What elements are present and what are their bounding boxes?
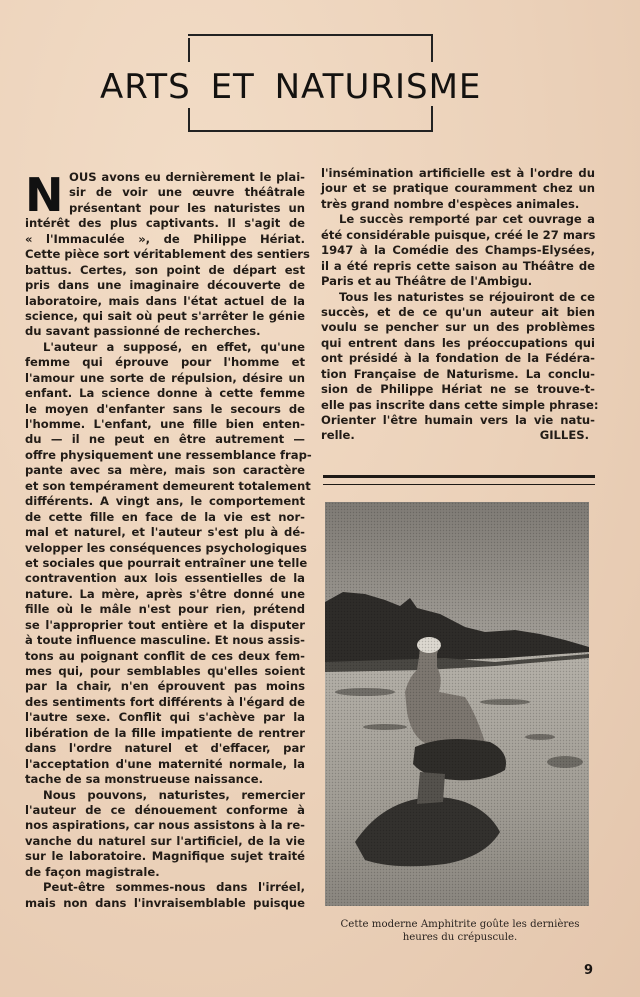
- left-line: le moyen d'enfanter sans le secours de: [25, 401, 305, 416]
- left-line: l'autre sexe. Conflit qui s'achève par la: [25, 710, 305, 725]
- left-line: Cette pièce sort véritablement des sentiers: [25, 247, 310, 262]
- article-column-left: [25, 170, 312, 911]
- frame-rule-left-top: [188, 38, 190, 62]
- right-line: sion de Philippe Hériat ne se trouve-t-: [321, 382, 595, 397]
- left-line: mais non dans l'invraisemblable puisque: [25, 895, 305, 910]
- left-line: intérêt des plus captivants. Il s'agit de: [25, 216, 305, 231]
- page-title: ARTS ET NATURISME: [100, 67, 482, 107]
- left-line: nature. La mère, après s'être donné une: [25, 586, 305, 601]
- left-line: « l'Immaculée », de Philippe Hériat.: [25, 231, 305, 246]
- left-line: de cette fille en face de la vie est nor-: [25, 509, 305, 524]
- left-line: velopper les conséquences psychologiques: [25, 540, 307, 555]
- right-line: Tous les naturistes se réjouiront de ce: [339, 289, 595, 304]
- right-line: elle pas inscrite dans cette simple phrase:: [321, 397, 599, 412]
- left-line: laboratoire, mais dans l'état actuel de la: [25, 293, 305, 308]
- left-line: tache de sa monstrueuse naissance.: [25, 772, 264, 787]
- left-line: se l'approprier tout entière et la disputer: [25, 617, 305, 632]
- left-line: sir de voir une œuvre théâtrale: [69, 185, 305, 200]
- left-line: dans l'ordre naturel et d'effacer, par: [25, 741, 305, 756]
- left-line: mes qui, pour semblables qu'elles soient: [25, 664, 305, 678]
- closing-line: [321, 428, 595, 443]
- left-line: l'amour une sorte de répulsion, désire un: [25, 370, 305, 385]
- photo-caption: [322, 918, 598, 944]
- left-line: pante avec sa mère, mais son caractère: [25, 463, 305, 478]
- left-line: de façon magistrale.: [25, 864, 160, 879]
- right-line: qui entrent dans les préoccupations qui: [321, 335, 595, 350]
- left-line: femme qui éprouve pour l'homme et: [25, 355, 305, 370]
- right-line: l'insémination artificielle est à l'ordre du: [321, 166, 595, 180]
- frame-rule-top: [188, 34, 433, 36]
- right-line: succès, et de ce qu'un auteur ait bien: [321, 304, 595, 319]
- caption-line-2: heures du crépuscule.: [402, 932, 518, 943]
- left-line: enfant. La science donne à cette femme: [25, 386, 305, 401]
- left-line: libération de la fille impatiente de rentrer: [25, 725, 305, 740]
- left-line: Nous pouvons, naturistes, remercier: [43, 787, 305, 802]
- closing-fragment: relle.: [321, 428, 355, 443]
- left-line: Peut-être sommes-nous dans l'irréel,: [43, 880, 305, 895]
- frame-rule-right-top: [431, 34, 433, 62]
- left-line: OUS avons eu dernièrement le plai-: [69, 170, 305, 184]
- photo-halftone-screen: [325, 502, 589, 906]
- frame-rule-left-bottom: [188, 108, 190, 132]
- right-line: été considérable puisque, créé le 27 mars: [321, 227, 596, 242]
- left-line: science, qui sait où peut s'arrêter le génie: [25, 308, 305, 323]
- left-line: contravention aux lois essentielles de la: [25, 571, 305, 586]
- beach-photo-illustration: [325, 502, 589, 906]
- right-line: ont présidé à la fondation de la Fédéra-: [321, 351, 595, 366]
- left-line: tons au poignant conflit de ces deux fem-: [25, 648, 305, 663]
- left-line: du savant passionné de recherches.: [25, 324, 261, 339]
- left-line: sur le laboratoire. Magnifique sujet traité: [25, 849, 305, 864]
- left-line: pris dans une imaginaire découverte de: [25, 278, 305, 293]
- left-line: des sentiments fort différents à l'égard de: [25, 694, 305, 709]
- double-rule-divider: [323, 475, 595, 485]
- left-line: par la chair, n'en éprouvent pas moins: [25, 679, 305, 694]
- right-line: il a été repris cette saison au Théâtre de: [321, 258, 595, 273]
- left-line: l'acceptation d'une maternité normale, la: [25, 756, 305, 771]
- left-line: du — il ne peut en être autrement —: [25, 432, 305, 447]
- right-line: 1947 à la Comédie des Champs-Elysées,: [321, 243, 595, 258]
- left-line: différents. A vingt ans, le comportement: [25, 494, 305, 509]
- caption-line-1: Cette moderne Amphitrite goûte les dernières: [340, 919, 580, 930]
- frame-rule-bottom: [188, 130, 433, 132]
- left-line: à toute influence masculine. Et nous assis-: [25, 633, 305, 648]
- left-line: battus. Certes, son point de départ est: [25, 262, 305, 277]
- right-line: Orienter l'être humain vers la vie natu-: [321, 413, 595, 427]
- article-photo: [325, 502, 589, 906]
- left-line: présentant pour les naturistes un: [69, 200, 305, 215]
- frame-rule-right-bottom: [431, 106, 433, 132]
- left-line: l'homme. L'enfant, une fille bien enten-: [25, 417, 305, 431]
- left-line: offre physiquement une ressemblance frap-: [25, 447, 312, 462]
- right-line: voulu se pencher sur un des problèmes: [321, 320, 595, 335]
- left-line: mal et naturel, et l'auteur s'est plu à dé-: [25, 525, 305, 540]
- drop-cap: N: [25, 168, 64, 222]
- author-signature: GILLES.: [539, 428, 589, 443]
- left-line: L'auteur a supposé, en effet, qu'une: [43, 339, 305, 354]
- left-line: nos aspirations, car nous assistons à la re-: [25, 818, 305, 833]
- right-line: très grand nombre d'espèces animales.: [321, 196, 580, 211]
- left-line: et son tempérament demeurent totalement: [25, 478, 311, 493]
- page-number: 9: [584, 963, 594, 978]
- right-line: tion Française de Naturisme. La conclu-: [321, 366, 595, 381]
- left-line: fille où le mâle n'est pour rien, prétend: [25, 602, 305, 617]
- right-line: Le succès remporté par cet ouvrage a: [339, 212, 595, 227]
- article-column-right: [321, 166, 599, 444]
- right-line: Paris et au Théâtre de l'Ambigu.: [321, 274, 533, 289]
- right-line: jour et se pratique couramment chez un: [321, 181, 595, 196]
- left-line: vanche du naturel sur l'artificiel, de la vie: [25, 833, 305, 848]
- left-line: l'auteur de ce dénouement conforme à: [25, 802, 305, 817]
- left-line: et sociales que pourrait entraîner une telle: [25, 555, 308, 570]
